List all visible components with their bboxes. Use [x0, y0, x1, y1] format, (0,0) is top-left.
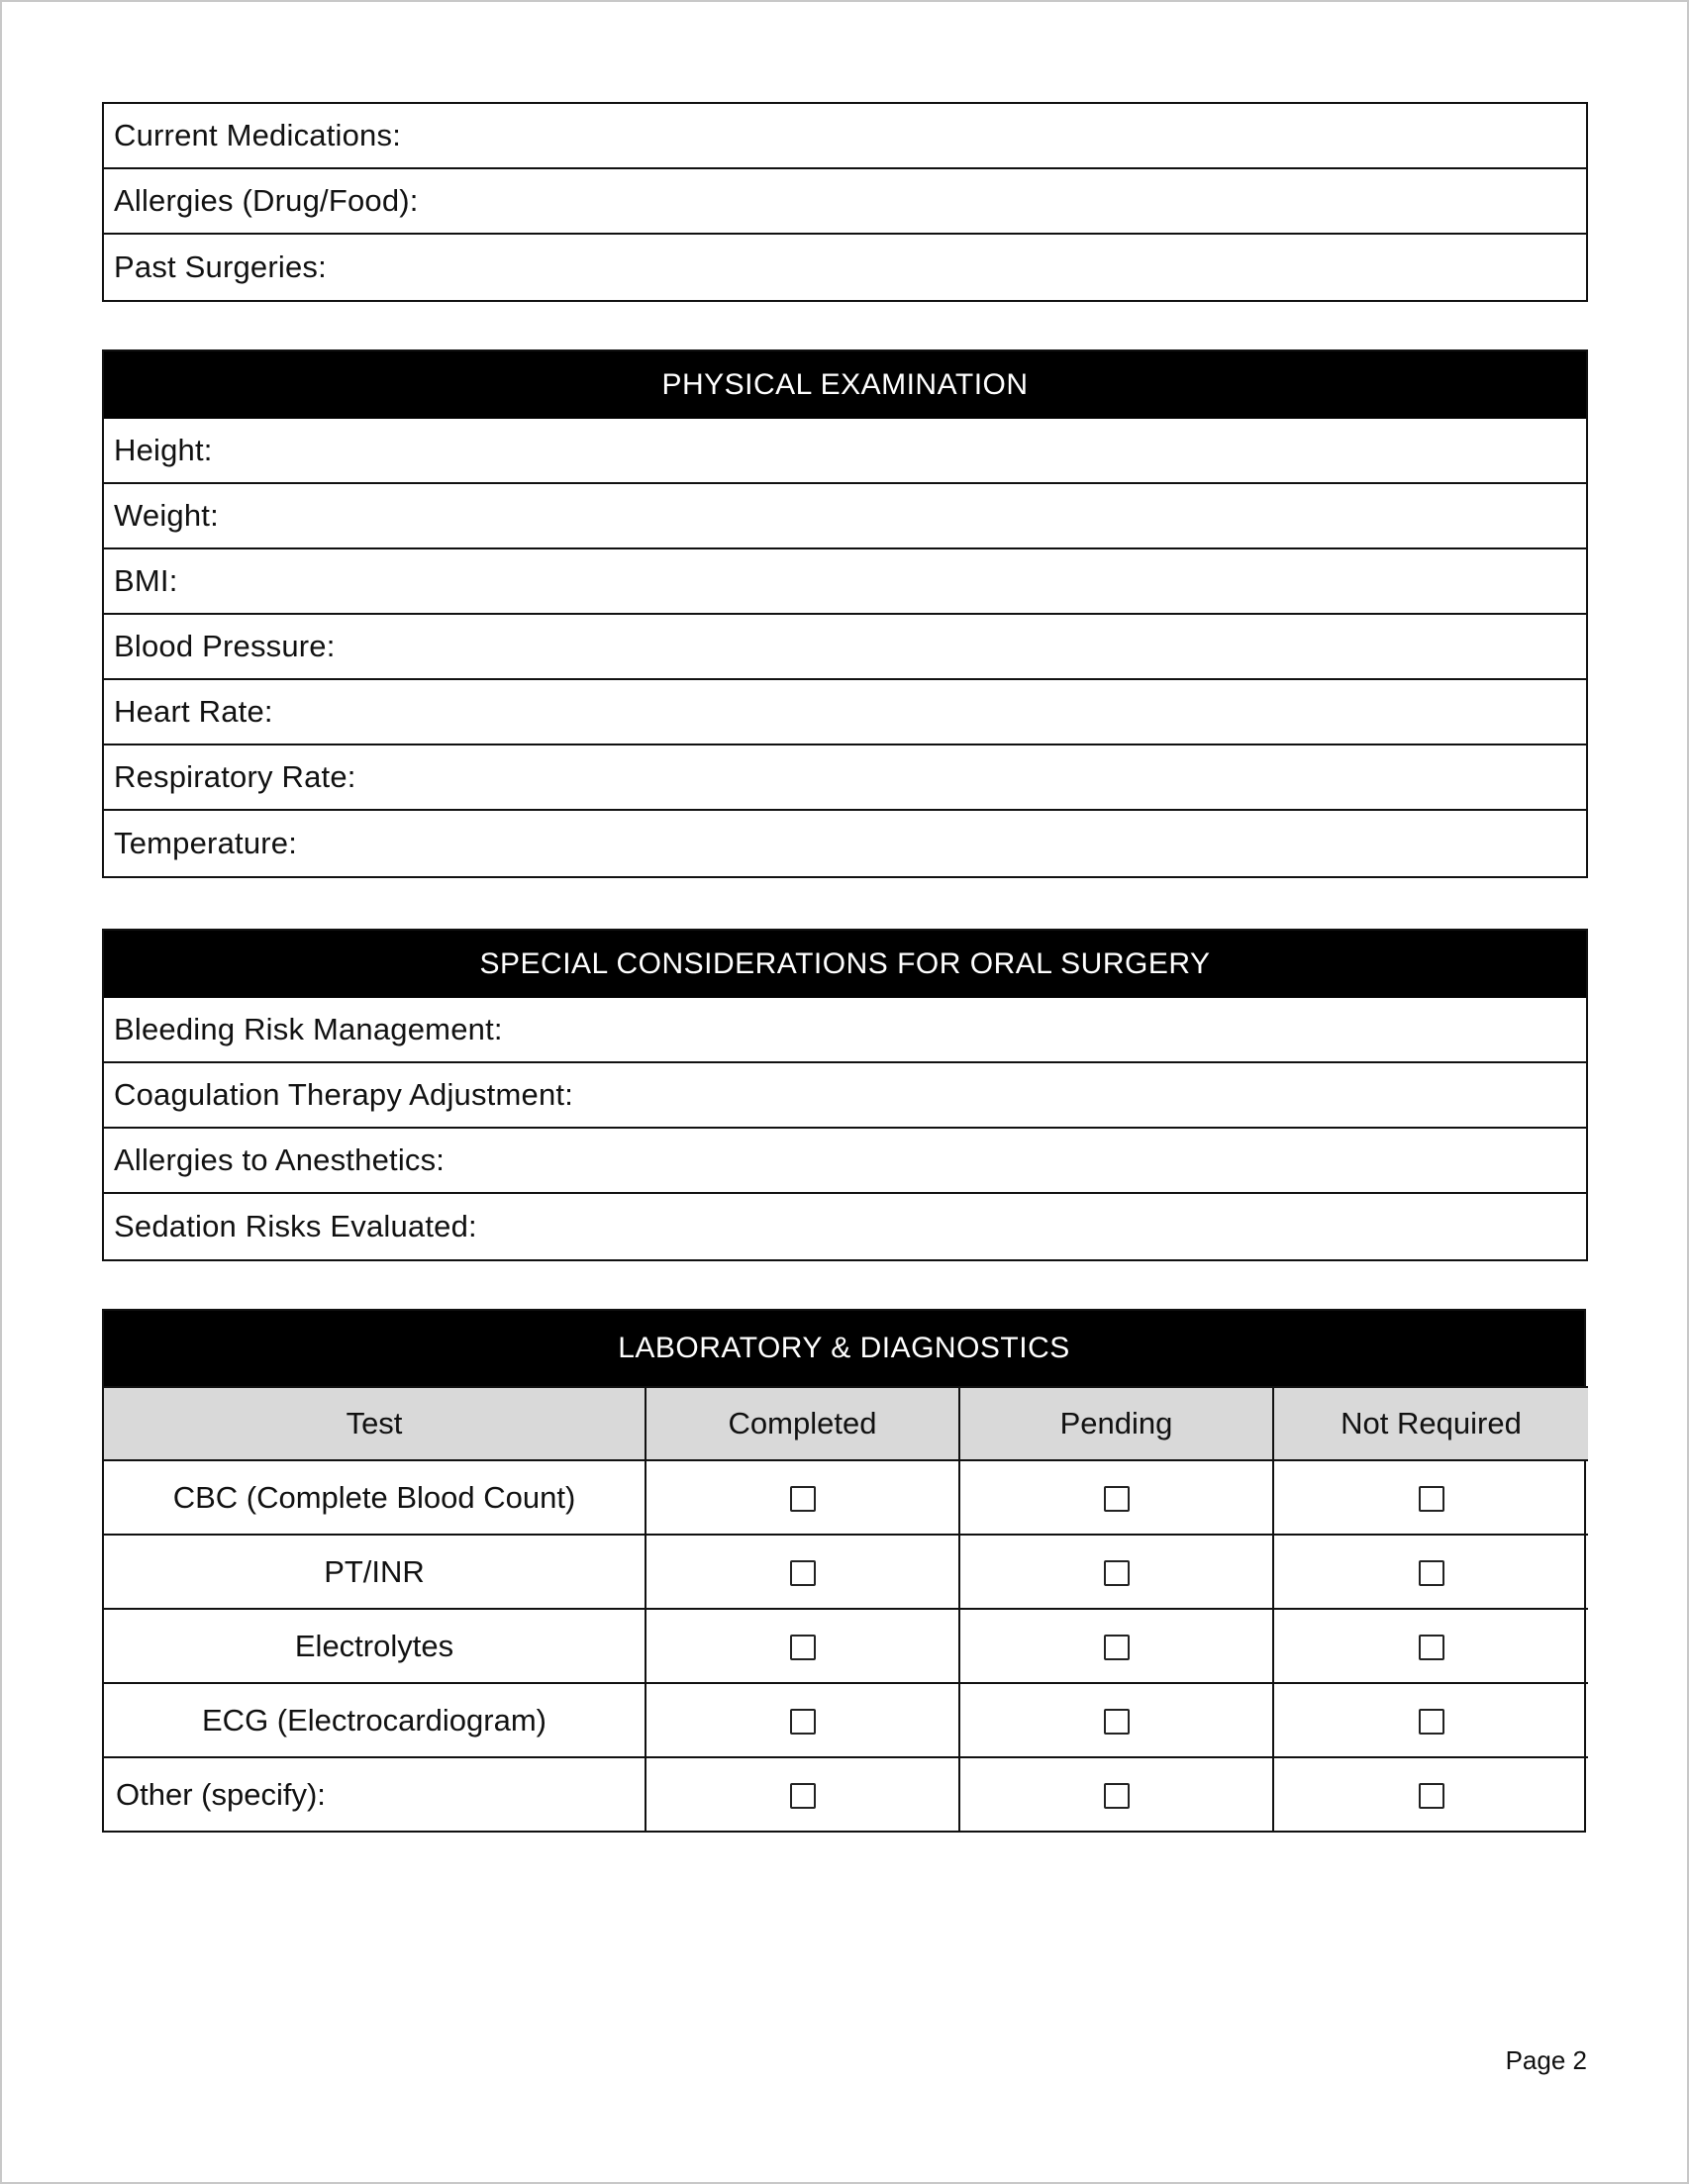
field-label: Height: — [114, 433, 213, 467]
not-required-checkbox[interactable] — [1419, 1709, 1444, 1735]
field-label: Current Medications: — [114, 118, 402, 152]
pending-checkbox[interactable] — [1104, 1560, 1130, 1586]
pending-checkbox[interactable] — [1104, 1783, 1130, 1809]
physical-examination-section — [102, 349, 1588, 878]
field-sedation-risks[interactable] — [104, 1194, 1586, 1259]
field-label: Allergies (Drug/Food): — [114, 183, 419, 218]
field-label: BMI: — [114, 563, 178, 598]
page-number: Page 2 — [1505, 2045, 1587, 2075]
field-bmi[interactable] — [104, 549, 1586, 615]
completed-checkbox[interactable] — [790, 1783, 816, 1809]
test-name: ECG (Electrocardiogram) — [104, 1683, 646, 1757]
table-row — [104, 1460, 1588, 1535]
field-label: Past Surgeries: — [114, 249, 327, 284]
completed-cell — [646, 1609, 959, 1683]
section-header: SPECIAL CONSIDERATIONS FOR ORAL SURGERY — [104, 931, 1586, 998]
test-name: CBC (Complete Blood Count) — [104, 1460, 646, 1535]
field-label: Weight: — [114, 498, 219, 533]
field-current-medications[interactable] — [104, 104, 1586, 169]
section-header: PHYSICAL EXAMINATION — [104, 351, 1586, 419]
completed-checkbox[interactable] — [790, 1560, 816, 1586]
test-name: Electrolytes — [104, 1609, 646, 1683]
field-label: Sedation Risks Evaluated: — [114, 1209, 477, 1243]
not-required-checkbox[interactable] — [1419, 1635, 1444, 1660]
pending-cell — [959, 1460, 1273, 1535]
not-required-checkbox[interactable] — [1419, 1783, 1444, 1809]
field-label: Blood Pressure: — [114, 629, 336, 663]
medical-history-section — [102, 102, 1588, 302]
not-required-cell — [1273, 1609, 1588, 1683]
pending-checkbox[interactable] — [1104, 1709, 1130, 1735]
pending-checkbox[interactable] — [1104, 1635, 1130, 1660]
special-considerations-section — [102, 929, 1588, 1261]
completed-checkbox[interactable] — [790, 1486, 816, 1512]
table-row — [104, 1683, 1588, 1757]
not-required-cell — [1273, 1535, 1588, 1609]
column-header-pending: Pending — [959, 1387, 1273, 1460]
completed-checkbox[interactable] — [790, 1709, 816, 1735]
pending-cell — [959, 1757, 1273, 1831]
field-height[interactable] — [104, 419, 1586, 484]
table-row — [104, 1757, 1588, 1831]
test-name[interactable]: Other (specify): — [104, 1757, 646, 1831]
field-label: Coagulation Therapy Adjustment: — [114, 1077, 574, 1112]
table-row — [104, 1609, 1588, 1683]
not-required-cell — [1273, 1460, 1588, 1535]
field-temperature[interactable] — [104, 811, 1586, 876]
field-allergies-drug-food[interactable] — [104, 169, 1586, 235]
column-header-completed: Completed — [646, 1387, 959, 1460]
column-header-not-required: Not Required — [1273, 1387, 1588, 1460]
completed-cell — [646, 1683, 959, 1757]
field-weight[interactable] — [104, 484, 1586, 549]
pending-cell — [959, 1535, 1273, 1609]
field-respiratory-rate[interactable] — [104, 745, 1586, 811]
field-allergies-anesthetics[interactable] — [104, 1129, 1586, 1194]
completed-cell — [646, 1535, 959, 1609]
pending-cell — [959, 1609, 1273, 1683]
not-required-cell — [1273, 1683, 1588, 1757]
laboratory-diagnostics-section — [102, 1309, 1586, 1833]
table-header-row — [104, 1387, 1588, 1460]
field-label: Respiratory Rate: — [114, 759, 356, 794]
field-coagulation-therapy[interactable] — [104, 1063, 1586, 1129]
not-required-checkbox[interactable] — [1419, 1560, 1444, 1586]
field-label: Heart Rate: — [114, 694, 273, 729]
not-required-checkbox[interactable] — [1419, 1486, 1444, 1512]
section-header: LABORATORY & DIAGNOSTICS — [104, 1311, 1584, 1386]
column-header-test: Test — [104, 1387, 646, 1460]
field-heart-rate[interactable] — [104, 680, 1586, 745]
field-label: Bleeding Risk Management: — [114, 1012, 503, 1046]
test-name: PT/INR — [104, 1535, 646, 1609]
table-row — [104, 1535, 1588, 1609]
not-required-cell — [1273, 1757, 1588, 1831]
completed-checkbox[interactable] — [790, 1635, 816, 1660]
field-past-surgeries[interactable] — [104, 235, 1586, 300]
field-bleeding-risk[interactable] — [104, 998, 1586, 1063]
field-label: Allergies to Anesthetics: — [114, 1142, 446, 1177]
field-blood-pressure[interactable] — [104, 615, 1586, 680]
completed-cell — [646, 1757, 959, 1831]
field-label: Temperature: — [114, 826, 298, 860]
completed-cell — [646, 1460, 959, 1535]
lab-table — [104, 1386, 1588, 1831]
pending-checkbox[interactable] — [1104, 1486, 1130, 1512]
pending-cell — [959, 1683, 1273, 1757]
